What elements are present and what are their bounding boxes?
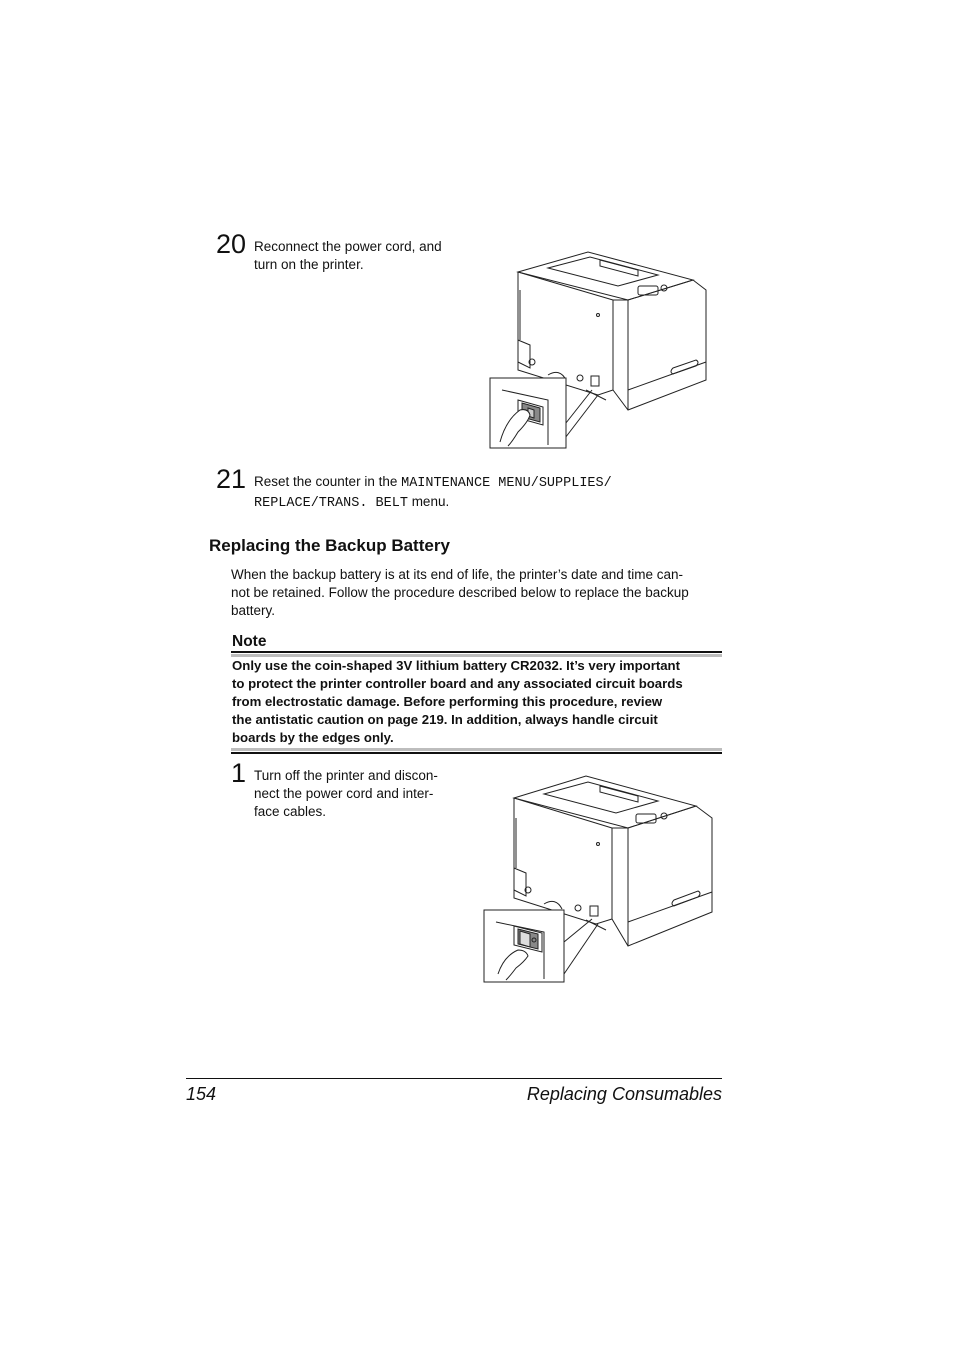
step-21-number: 21 <box>216 464 247 494</box>
note-line-3: from electrostatic damage. Before performing this procedure, review <box>232 694 663 709</box>
note-top-rule <box>231 651 722 653</box>
note-bottom-rule <box>231 752 722 754</box>
note-body <box>232 657 683 747</box>
note-bottom-shade <box>231 748 722 751</box>
note-line-1: Only use the coin-shaped 3V lithium battery CR2032. It’s very important <box>232 658 681 673</box>
step-20-line-2: turn on the printer. <box>254 257 364 272</box>
footer-chapter-title: Replacing Consumables <box>526 1084 722 1104</box>
step-21-line-2 <box>254 493 612 513</box>
step-20-number: 20 <box>216 229 247 259</box>
step-21-menu-path-2: REPLACE/TRANS. BELT <box>254 496 408 511</box>
footer-page-number: 154 <box>186 1084 217 1104</box>
paragraph-line-3: battery. <box>231 603 276 618</box>
note-line-2: to protect the printer controller board and any associated circuit boards <box>232 676 683 691</box>
printer-power-switch-on-illustration <box>488 250 710 450</box>
note-line-4: the antistatic caution on page 219. In addition, always handle circuit <box>232 712 658 727</box>
footer-rule <box>186 1078 722 1079</box>
step-21-text <box>254 473 612 513</box>
step-21-line-1 <box>254 473 612 493</box>
step-1-text <box>254 767 438 821</box>
step-1-line-2: nect the power cord and inter- <box>254 786 434 801</box>
step-20-text <box>254 238 442 274</box>
note-title: Note <box>232 633 267 650</box>
step-1-line-3: face cables. <box>254 804 327 819</box>
step-21-suffix: menu. <box>407 494 450 509</box>
step-21-prefix: Reset the counter in the <box>254 474 402 489</box>
paragraph-line-2: not be retained. Follow the procedure described below to replace the backup <box>231 585 689 600</box>
step-21-menu-path-1: MAINTENANCE MENU/SUPPLIES/ <box>401 476 612 491</box>
step-1-number: 1 <box>231 758 247 788</box>
section-paragraph <box>231 566 689 620</box>
printer-power-switch-off-illustration <box>482 774 714 984</box>
step-1-line-1: Turn off the printer and discon- <box>254 768 438 783</box>
paragraph-line-1: When the backup battery is at its end of life, the printer’s date and time can- <box>231 567 683 582</box>
step-20-line-1: Reconnect the power cord, and <box>254 239 442 254</box>
section-heading: Replacing the Backup Battery <box>209 536 450 555</box>
note-line-5: boards by the edges only. <box>232 730 394 745</box>
